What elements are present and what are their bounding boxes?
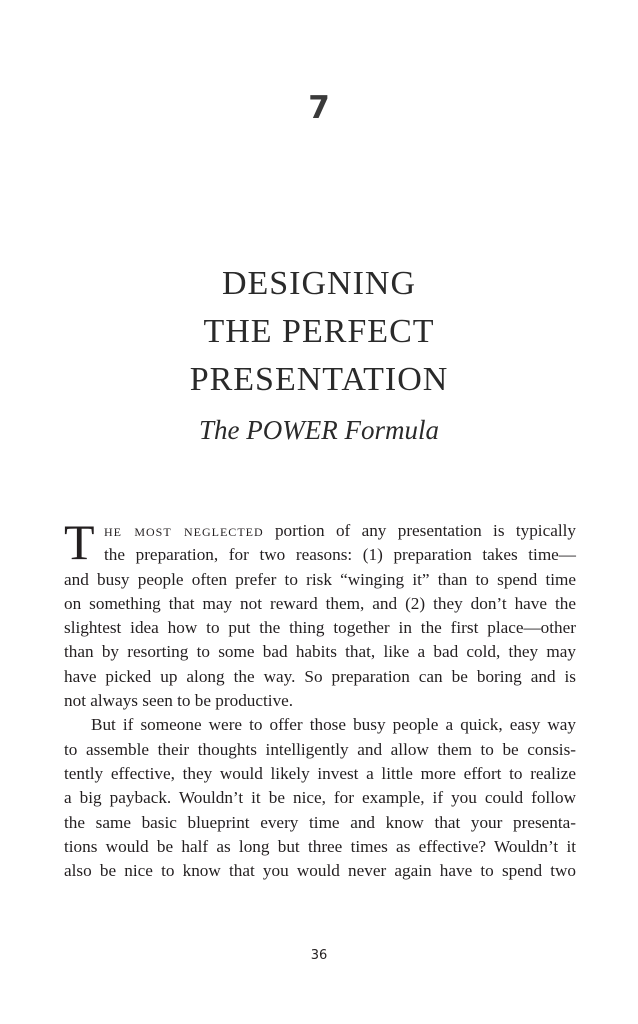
- paragraph-2-line-2: to assemble their thoughts intelligently and allow them to be consis-: [64, 739, 576, 759]
- paragraph-2-line-5: the same basic blueprint every time and know that your presenta-: [64, 812, 576, 832]
- page-number: 36: [310, 948, 328, 963]
- paragraph-2-line-1: But if someone were to offer those busy people a quick, easy way: [91, 715, 576, 735]
- small-caps-lead: he most neglected: [104, 521, 264, 540]
- chapter-title-line-2: THE PERFECT: [203, 313, 435, 350]
- paragraph-2-line-3: tently effective, they would likely invest a little more effort to realize: [64, 763, 576, 783]
- body-text: [64, 514, 576, 883]
- chapter-title: [0, 260, 638, 404]
- chapter-subtitle: The POWER Formula: [199, 415, 439, 445]
- paragraph-1-line-1-text: portion of any presentation is typically: [263, 521, 576, 540]
- paragraph-1-line-1: [64, 519, 576, 543]
- paragraph-1-line-4: on something that may not reward them, and (2) they don’t have the: [64, 593, 576, 613]
- paragraph-1-line-2: the preparation, for two reasons: (1) preparation takes time—: [104, 545, 576, 565]
- paragraph-2-line-7: also be nice to know that you would never again have to spend two: [64, 861, 576, 881]
- chapter-title-line-1: DESIGNING: [221, 265, 417, 302]
- paragraph-2-line-4: a big payback. Wouldn’t it be nice, for example, if you could follow: [64, 788, 576, 808]
- paragraph-1-line-6: than by resorting to some bad habits that, like a bad cold, they may: [64, 642, 576, 662]
- chapter-title-line-3: PRESENTATION: [189, 361, 449, 398]
- drop-cap: T: [64, 514, 95, 570]
- paragraph-1-line-5: slightest idea how to put the thing together in the first place—other: [64, 618, 576, 638]
- paragraph-1-line-8: not always seen to be productive.: [64, 691, 294, 711]
- paragraph-2-line-6: tions would be half as long but three times as effective? Wouldn’t it: [64, 836, 576, 856]
- paragraph-1-line-7: have picked up along the way. So preparation can be boring and is: [64, 666, 576, 686]
- chapter-number: 7: [308, 90, 330, 126]
- paragraph-1-line-3: and busy people often prefer to risk “winging it” than to spend time: [64, 569, 576, 589]
